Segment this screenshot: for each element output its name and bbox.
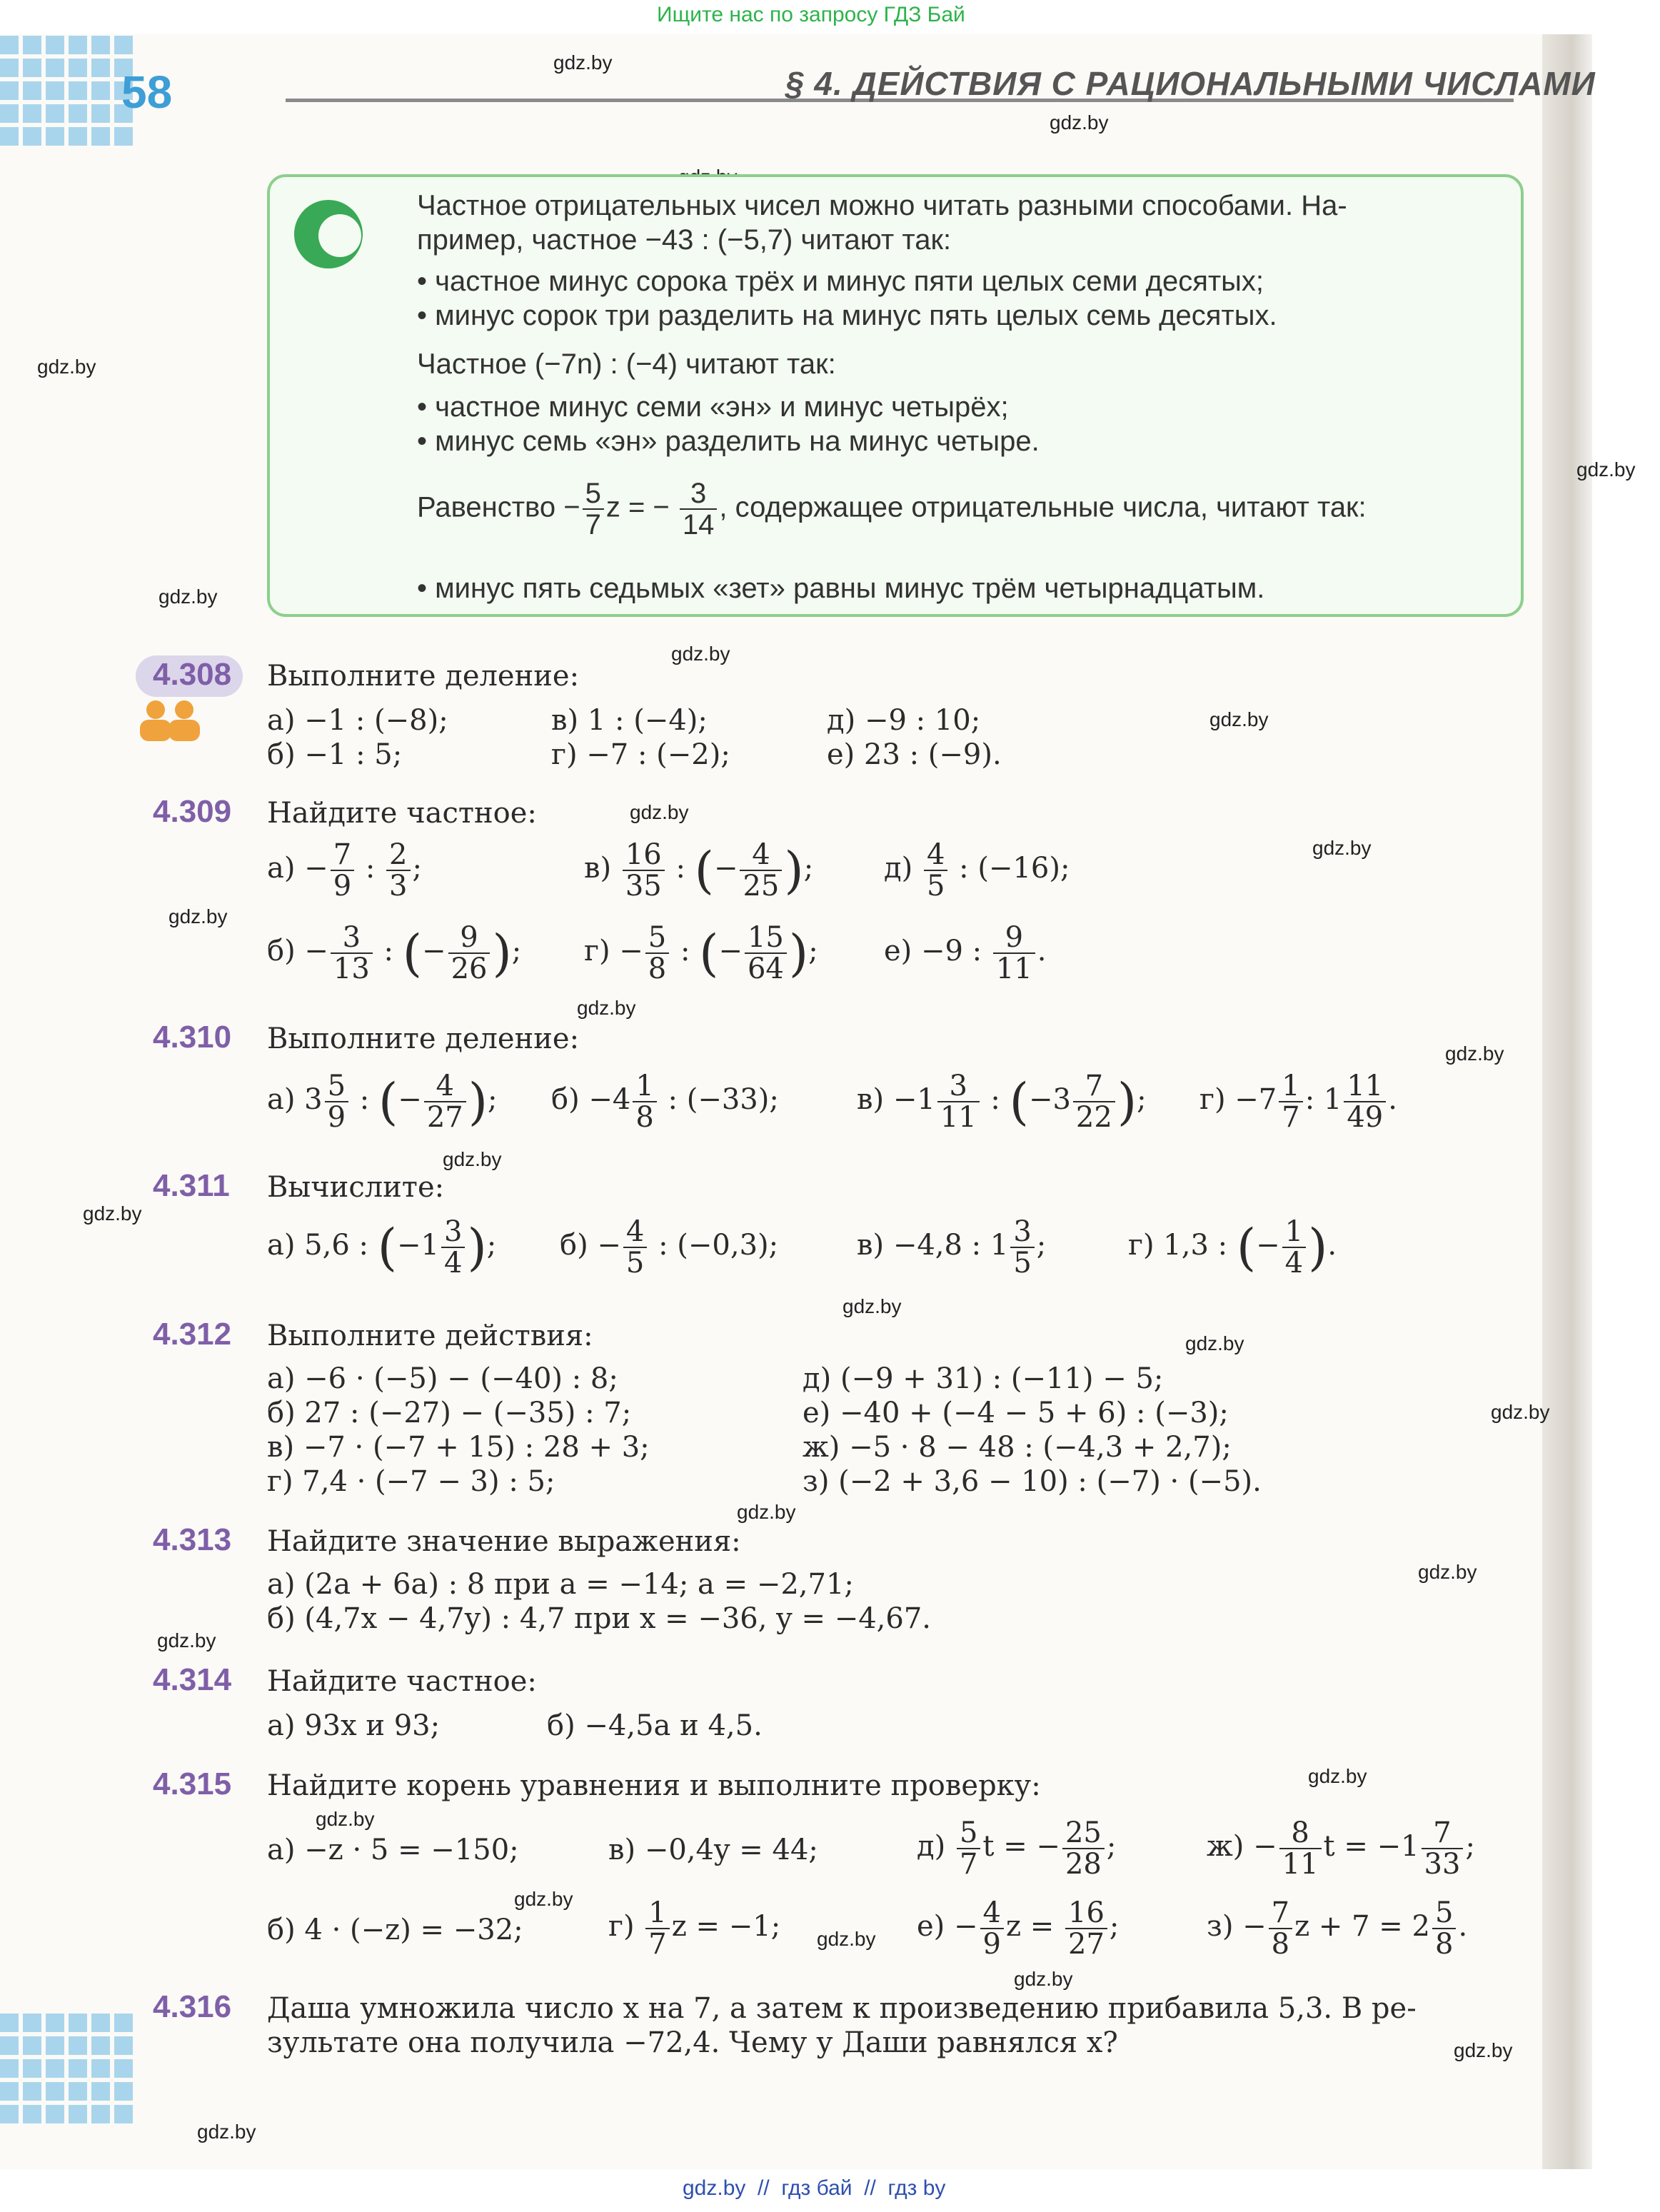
task-suffix: ;	[1465, 1830, 1475, 1863]
denominator: 13	[333, 952, 370, 985]
task-item	[884, 922, 1047, 984]
numerator: 8	[1279, 1818, 1322, 1849]
task-item	[917, 1898, 1119, 1959]
task-mid: −1	[397, 1229, 439, 1262]
task-mid: z =	[1005, 1910, 1055, 1943]
denominator: 7	[1282, 1101, 1300, 1134]
denominator: 26	[451, 952, 488, 985]
numerator: 5	[583, 478, 604, 510]
denominator: 27	[426, 1101, 463, 1134]
numerator: 5	[1432, 1898, 1456, 1929]
numerator: 7	[1422, 1818, 1464, 1849]
task-prefix: г) −	[584, 935, 643, 967]
denominator: 3	[389, 870, 408, 903]
task-item	[608, 1898, 780, 1959]
numerator: 5	[325, 1071, 348, 1102]
exercise-number: 4.315	[153, 1766, 232, 1801]
numerator: 3	[331, 922, 373, 954]
task-item	[857, 1217, 1046, 1278]
fraction	[1073, 1071, 1115, 1132]
watermark: gdz.by	[737, 1501, 796, 1523]
fraction	[645, 1898, 669, 1959]
task-item: а) (2a + 6a) : 8 при a = −14; a = −2,71;	[267, 1568, 854, 1601]
numerator: 15	[745, 922, 787, 954]
denominator: 11	[940, 1101, 977, 1134]
fraction	[1269, 1898, 1292, 1959]
exercise-title: Выполните деление:	[267, 1022, 580, 1055]
fraction	[745, 922, 787, 984]
watermark: gdz.by	[1576, 458, 1636, 481]
eq-prefix: Равенство	[417, 491, 556, 523]
info-c-icon-inner	[318, 214, 361, 257]
task-prefix: з) −	[1207, 1910, 1267, 1943]
watermark: gdz.by	[1491, 1401, 1550, 1423]
fraction	[633, 1071, 656, 1132]
task-prefix: е) −9 :	[884, 935, 982, 967]
task-mid: t = −	[982, 1830, 1060, 1863]
info-bullet: • частное минус сорока трёх и минус пяти целых семи десятых;	[417, 266, 1264, 297]
exercise-title: Найдите частное:	[267, 797, 537, 830]
watermark: gdz.by	[1050, 111, 1109, 134]
denominator: 7	[648, 1928, 667, 1961]
fraction	[680, 478, 718, 540]
numerator: 1	[1279, 1071, 1302, 1102]
task-item: г) − $\frac{5}{8}$ : (− $\frac{15}{64}$ );	[584, 921, 818, 985]
numerator: 9	[993, 922, 1035, 954]
task-item: г) 1,3 : (− $\frac{1}{4}$ ).	[1128, 1215, 1337, 1280]
task-item: б) −1 : 5;	[267, 738, 403, 771]
task-suffix: ;	[511, 935, 522, 967]
denominator: 11	[1282, 1848, 1319, 1881]
task-suffix: ;	[412, 852, 422, 885]
task-suffix: ;	[808, 935, 818, 967]
task-prefix: ж) −	[1207, 1830, 1277, 1863]
denominator: 8	[648, 952, 667, 985]
task-item: а) 3 $\frac{5}{9}$ : (− $\frac{4}{27}$ );	[267, 1070, 498, 1134]
denominator: 35	[625, 870, 662, 903]
denominator: 8	[1434, 1928, 1454, 1961]
exercise-title: Вычислите:	[267, 1171, 445, 1204]
task-suffix: .	[1327, 1229, 1337, 1262]
task-prefix: а) −	[267, 852, 328, 885]
eq-mid: z = −	[605, 491, 670, 523]
numerator: 3	[937, 1071, 980, 1102]
watermark: gdz.by	[577, 997, 636, 1019]
exercise-title: Найдите частное:	[267, 1665, 537, 1698]
task-item: д) −9 : 10;	[827, 704, 981, 737]
info-equality-line	[417, 478, 1367, 540]
exercise-number: 4.310	[153, 1020, 232, 1055]
task-prefix: в) −1	[857, 1083, 935, 1116]
exercise-number: 4.316	[153, 1989, 232, 2024]
watermark: gdz.by	[1418, 1561, 1477, 1583]
watermark: gdz.by	[1312, 837, 1372, 859]
task-prefix: а) 5,6 :	[267, 1229, 368, 1262]
task-prefix: г) −7	[1199, 1083, 1277, 1116]
fraction	[441, 1217, 465, 1278]
numerator: 7	[1073, 1071, 1115, 1102]
watermark: gdz.by	[1454, 2039, 1513, 2061]
eq-minus: −	[563, 491, 580, 523]
task-item: д) (−9 + 31) : (−11) − 5;	[803, 1362, 1164, 1395]
watermark: gdz.by	[1209, 708, 1269, 730]
fraction	[1279, 1818, 1322, 1879]
task-mid: −3	[1028, 1083, 1071, 1116]
task-item: г) 7,4 · (−7 − 3) : 5;	[267, 1465, 555, 1498]
watermark: gdz.by	[37, 356, 96, 378]
task-item: а) 5,6 : (−1 $\frac{3}{4}$ );	[267, 1215, 497, 1280]
decorative-tiles-bottom	[0, 2014, 133, 2123]
fraction	[957, 1818, 980, 1879]
task-item	[1207, 1818, 1475, 1879]
task-mid: : 1	[1304, 1083, 1342, 1116]
task-suffix: : (−33);	[668, 1083, 779, 1116]
denominator: 27	[1068, 1928, 1105, 1961]
numerator: 4	[980, 1898, 1004, 1929]
task-mid: −	[1256, 1229, 1280, 1262]
task-item: а) 93x и 93;	[267, 1709, 441, 1742]
task-prefix: б) −	[267, 935, 328, 967]
exercise-title: Выполните деление:	[267, 660, 580, 693]
decorative-tiles-top	[0, 36, 133, 146]
exercise-title: Найдите значение выражения:	[267, 1525, 741, 1558]
info-bullet: • частное минус семи «эн» и минус четырёх;	[417, 391, 1009, 423]
denominator: 7	[585, 509, 601, 541]
denominator: 4	[443, 1247, 463, 1280]
fraction	[583, 478, 604, 540]
watermark: gdz.by	[671, 643, 730, 665]
numerator: 7	[1269, 1898, 1292, 1929]
task-suffix: ;	[1036, 1229, 1047, 1262]
watermark: gdz.by	[159, 585, 218, 608]
fraction	[424, 1071, 466, 1132]
task-item: ж) −5 · 8 − 48 : (−4,3 + 2,7);	[803, 1431, 1232, 1464]
exercise-number: 4.314	[153, 1662, 232, 1697]
numerator: 1	[1282, 1217, 1306, 1248]
task-prefix: е) −	[917, 1910, 978, 1943]
task-item: в) −0,4y = 44;	[608, 1834, 818, 1866]
denominator: 5	[625, 1247, 645, 1280]
numerator: 16	[1065, 1898, 1107, 1929]
task-suffix: ;	[1137, 1083, 1147, 1116]
info-bullet: • минус пять седьмых «зет» равны минус трём четырнадцатым.	[417, 573, 1265, 604]
watermark: gdz.by	[553, 51, 613, 74]
task-item: б) 27 : (−27) − (−35) : 7;	[267, 1397, 632, 1429]
numerator: 7	[331, 840, 354, 871]
watermark: gdz.by	[514, 1888, 573, 1910]
fraction	[993, 922, 1035, 984]
task-prefix: д)	[884, 852, 913, 885]
denominator: 8	[1271, 1928, 1290, 1961]
fraction	[937, 1071, 980, 1132]
page-binding-edge	[1542, 34, 1592, 2169]
fraction	[331, 922, 373, 984]
task-prefix: а) 3	[267, 1083, 323, 1116]
exercise-number: 4.308	[153, 657, 232, 692]
fraction	[1432, 1898, 1456, 1959]
fraction	[448, 922, 491, 984]
task-item: а) −z · 5 = −150;	[267, 1834, 519, 1866]
task-item	[917, 1818, 1116, 1879]
task-item: б) (4,7x − 4,7y) : 4,7 при x = −36, y = −4,67.	[267, 1602, 931, 1635]
task-item: в) −7 · (−7 + 15) : 28 + 3;	[267, 1431, 650, 1464]
fraction	[980, 1898, 1004, 1959]
task-item: а) − $\frac{7}{9}$ : $\frac{2}{3}$ ;	[267, 838, 422, 903]
numerator: 16	[623, 840, 665, 871]
denominator: 5	[926, 870, 945, 903]
denominator: 9	[327, 1101, 346, 1134]
fraction	[645, 922, 669, 984]
task-prefix: в)	[584, 852, 612, 885]
task-prefix: д)	[917, 1830, 946, 1863]
fraction	[1065, 1898, 1107, 1959]
task-text: Даша умножила число x на 7, а затем к произведению прибавила 5,3. В ре-	[267, 1992, 1417, 2025]
numerator: 3	[441, 1217, 465, 1248]
task-item: в) $\frac{16}{35}$ : (− $\frac{4}{25}$ );	[584, 838, 814, 903]
task-suffix: ;	[803, 852, 814, 885]
fraction	[1422, 1818, 1464, 1879]
info-bullet: • минус сорок три разделить на минус пять целых семь десятых.	[417, 300, 1277, 331]
task-text: зультате она получила −72,4. Чему у Даши равнялся x?	[267, 2026, 1118, 2059]
task-suffix: ;	[1106, 1830, 1117, 1863]
task-suffix: .	[1458, 1910, 1468, 1943]
page-number: 58	[121, 66, 173, 118]
fraction	[1344, 1071, 1386, 1132]
numerator: 2	[386, 840, 410, 871]
numerator: 5	[645, 922, 669, 954]
info-paragraph: пример, частное −43 : (−5,7) читают так:	[417, 224, 952, 256]
numerator: 3	[1010, 1217, 1034, 1248]
denominator: 9	[982, 1928, 1001, 1961]
task-suffix: z = −1;	[671, 1910, 781, 1943]
fraction	[924, 840, 947, 901]
numerator: 4	[623, 1217, 647, 1248]
exercise-number: 4.312	[153, 1317, 232, 1352]
denominator: 9	[333, 870, 352, 903]
promo-banner[interactable]: Ищите нас по запросу ГДЗ Бай	[657, 3, 965, 26]
eq-suffix: , содержащее отрицательные числа, читают так:	[719, 491, 1367, 523]
watermark: gdz.by	[197, 2121, 256, 2143]
task-item	[551, 1071, 779, 1132]
watermark: gdz.by	[83, 1202, 142, 1225]
numerator: 5	[957, 1818, 980, 1849]
exercise-number: 4.313	[153, 1522, 232, 1557]
denominator: 49	[1347, 1101, 1384, 1134]
task-item	[560, 1217, 778, 1278]
task-item: б) 4 · (−z) = −32;	[267, 1914, 523, 1946]
watermark: gdz.by	[316, 1808, 375, 1830]
task-prefix: г) 1,3 :	[1128, 1229, 1228, 1262]
denominator: 25	[743, 870, 780, 903]
fraction	[1279, 1071, 1302, 1132]
task-suffix: ;	[486, 1229, 497, 1262]
numerator: 1	[633, 1071, 656, 1102]
task-suffix: .	[1388, 1083, 1397, 1116]
numerator: 4	[740, 840, 782, 871]
numerator: 1	[645, 1898, 669, 1929]
watermark: gdz.by	[1308, 1765, 1367, 1787]
watermark: gdz.by	[443, 1148, 502, 1170]
exercise-number: 4.311	[153, 1168, 230, 1203]
task-mid: z + 7 = 2	[1294, 1910, 1430, 1943]
task-item: е) −40 + (−4 − 5 + 6) : (−3);	[803, 1397, 1229, 1429]
task-suffix: .	[1037, 935, 1047, 967]
watermark: gdz.by	[817, 1928, 876, 1950]
info-paragraph: Частное отрицательных чисел можно читать разными способами. На-	[417, 190, 1347, 221]
numerator: 3	[680, 478, 718, 510]
watermark: gdz.by	[1185, 1332, 1244, 1354]
watermark: gdz.by	[1445, 1042, 1504, 1065]
denominator: 33	[1424, 1848, 1461, 1881]
task-item: в) −1 $\frac{3}{11}$ : (−3 $\frac{7}{22}$ );	[857, 1070, 1147, 1134]
fraction	[1282, 1217, 1306, 1278]
task-item: з) (−2 + 3,6 − 10) : (−7) · (−5).	[803, 1465, 1262, 1498]
task-prefix: б) −	[560, 1229, 621, 1262]
watermark: gdz.by	[1014, 1968, 1073, 1990]
numerator: 4	[924, 840, 947, 871]
pair-work-icon	[134, 700, 206, 741]
fraction	[623, 840, 665, 901]
numerator: 11	[1344, 1071, 1386, 1102]
denominator: 4	[1284, 1247, 1304, 1280]
denominator: 22	[1075, 1101, 1112, 1134]
denominator: 8	[635, 1101, 654, 1134]
watermark: gdz.by	[157, 1629, 216, 1652]
task-prefix: г)	[608, 1910, 635, 1943]
task-prefix: в) −4,8 : 1	[857, 1229, 1009, 1262]
numerator: 25	[1062, 1818, 1105, 1849]
task-item: е) 23 : (−9).	[827, 738, 1002, 771]
denominator: 14	[682, 509, 715, 541]
task-item: г) −7 : (−2);	[551, 738, 730, 771]
fraction	[325, 1071, 348, 1132]
fraction	[386, 840, 410, 901]
info-bullet: • минус семь «эн» разделить на минус четыре.	[417, 426, 1040, 457]
fraction	[331, 840, 354, 901]
denominator: 11	[995, 952, 1032, 985]
exercise-title: Найдите корень уравнения и выполните проверку:	[267, 1769, 1041, 1802]
task-item: б) −4,5a и 4,5.	[547, 1709, 763, 1742]
fraction	[1010, 1217, 1034, 1278]
watermark: gdz.by	[842, 1295, 902, 1317]
task-suffix: ;	[1109, 1910, 1120, 1943]
watermark: gdz.by	[168, 905, 228, 927]
task-item	[1199, 1071, 1397, 1132]
section-title: § 4. ДЕЙСТВИЯ С РАЦИОНАЛЬНЫМИ ЧИСЛАМИ	[785, 65, 1596, 102]
numerator: 9	[448, 922, 491, 954]
denominator: 7	[959, 1848, 978, 1881]
task-item	[884, 840, 1070, 901]
numerator: 4	[424, 1071, 466, 1102]
task-item: а) −6 · (−5) − (−40) : 8;	[267, 1362, 618, 1395]
fraction	[1062, 1818, 1105, 1879]
task-item: б) − $\frac{3}{13}$ : (− $\frac{9}{26}$ );	[267, 921, 522, 985]
task-suffix: ;	[488, 1083, 498, 1116]
task-item	[1207, 1898, 1467, 1959]
denominator: 28	[1065, 1848, 1102, 1881]
task-item: в) 1 : (−4);	[551, 704, 708, 737]
exercise-title: Выполните действия:	[267, 1319, 593, 1352]
watermark: gdz.by	[630, 801, 689, 823]
footer-links[interactable]: gdz.by // гдз бай // гдз by	[683, 2176, 946, 2200]
task-item: а) −1 : (−8);	[267, 704, 448, 737]
exercise-number: 4.309	[153, 794, 232, 829]
fraction	[623, 1217, 647, 1278]
denominator: 64	[747, 952, 784, 985]
task-suffix: : (−16);	[959, 852, 1070, 885]
info-paragraph: Частное (−7n) : (−4) читают так:	[417, 348, 836, 380]
task-suffix: : (−0,3);	[658, 1229, 779, 1262]
task-mid: t = −1	[1323, 1830, 1419, 1863]
denominator: 5	[1013, 1247, 1032, 1280]
fraction	[740, 840, 782, 901]
task-prefix: б) −4	[551, 1083, 631, 1116]
